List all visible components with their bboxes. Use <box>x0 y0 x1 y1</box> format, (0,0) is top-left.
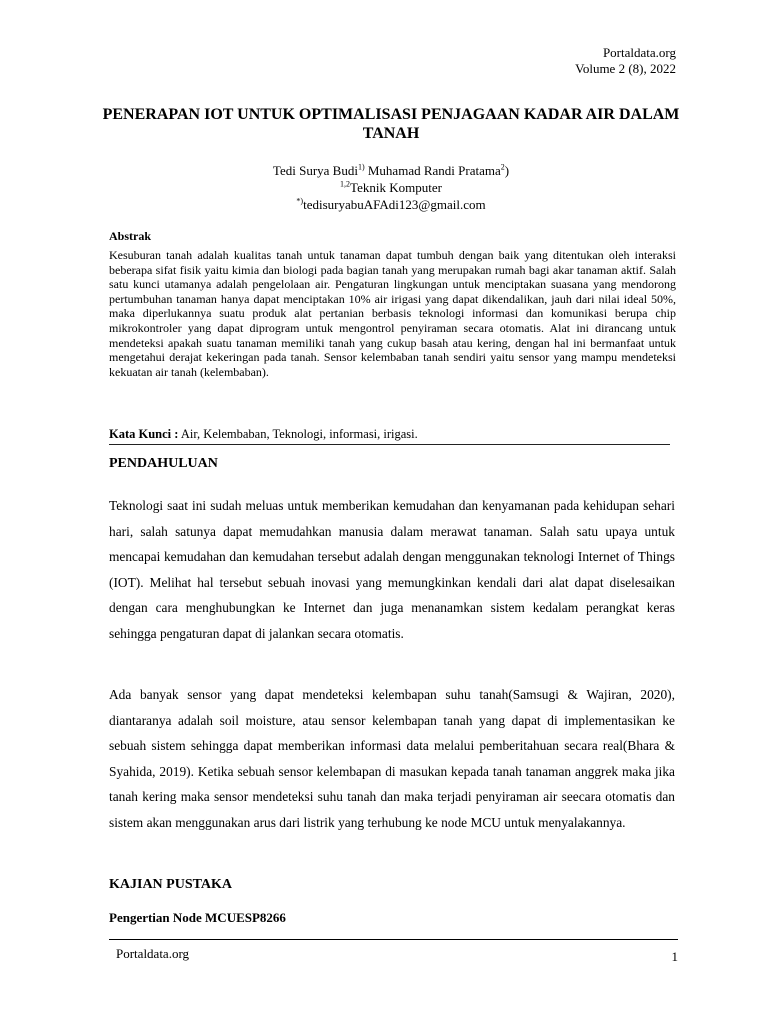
running-header <box>575 45 676 77</box>
journal-name: Portaldata.org <box>602 45 676 60</box>
paper-title: PENERAPAN IOT UNTUK OPTIMALISASI PENJAGAAN KADAR AIR DALAM TANAH <box>102 106 680 142</box>
author-2-mark: 2 <box>500 162 505 172</box>
subsection-heading-node-mcu: Pengertian Node MCUESP8266 <box>109 910 286 925</box>
page-number: 1 <box>671 949 678 964</box>
email-mark: *) <box>296 196 304 206</box>
abstract-text: Kesuburan tanah adalah kualitas tanah untuk tanaman dapat tumbuh dengan baik yang ditentukan oleh interaksi beberapa sifat fisik yaitu kimia dan biologi pada bagian tanah yang merupakan rumah bagi akar tanaman aktif. Salah satu kunci utamanya adalah pengelolaan air. Pengaturan lingkungan untuk menciptakan suasana yang mendorong pertumbuhan tanaman hanya dapat menciptakan 10% air irigasi yang dapat dikendalikan, jauh dari nilai ideal 50%, maka diperlukannya suatu produk alat pertanian berbasis teknologi informasi dan komunikasi berupa chip mikrokontroler yang dapat diprogram untuk mengontrol penyiraman secara otomatis. Alat ini dirancang untuk mendeteksi apakah suatu tanaman memiliki tanah yang cukup basah atau kering, dengan hal ini bermanfaat untuk mengetahui derajat kekeringan pada tanah. Sensor kelembaban tanah sendiri yaitu sensor yang mampu mendeteksi kekuatan air tanah (kelembaban). <box>109 248 676 379</box>
footer-divider <box>109 939 678 940</box>
author-line <box>100 162 682 180</box>
email-line <box>100 196 682 214</box>
author-1-name: Tedi Surya Budi <box>272 163 358 178</box>
keywords-divider <box>109 444 670 445</box>
author-2-close: ) <box>504 163 510 178</box>
keywords-value: Air, Kelembaban, Teknologi, informasi, irigasi. <box>178 427 418 441</box>
section-heading-pendahuluan: PENDAHULUAN <box>109 456 218 471</box>
volume-info: Volume 2 (8), 2022 <box>575 61 676 76</box>
author-block <box>100 162 682 214</box>
author-1-mark: 1) <box>357 162 365 172</box>
author-2-name: Muhamad Randi Pratama <box>367 163 501 178</box>
keywords-label: Kata Kunci : <box>109 427 179 441</box>
intro-paragraph-1: Teknologi saat ini sudah meluas untuk memberikan kemudahan dan kenyamanan pada kehidupan sehari hari, salah satunya dapat memudahkan manusia dalam merawat tanaman. Salah satu upaya untuk mencapai kemudahan dan kemudahan tersebut adalah dengan menggunakan teknologi Internet of Things (IOT). Melihat hal tersebut sebuah inovasi yang memungkinkan kendali dari alat dapat diselesaikan dengan cara menghubungkan ke Internet dan juga menanamkan sistem kedalam perangkat keras sehingga pengaturan dapat di jalankan secara otomatis. <box>109 498 675 641</box>
author-email: tedisuryabuAFAdi123@gmail.com <box>303 197 486 212</box>
affiliation-line <box>100 180 682 196</box>
affiliation: Teknik Komputer <box>350 180 442 195</box>
intro-paragraph-2: Ada banyak sensor yang dapat mendeteksi kelembapan suhu tanah(Samsugi & Wajiran, 2020), diantaranya adalah soil moisture, atau sensor kelembapan tanah yang dapat di implementasikan ke sebuah sistem sehingga dapat memberikan informasi data melalui pemberitahuan secara real(Bhara & Syahida, 2019). Ketika sebuah sensor kelembapan di masukan kepada tanah tanaman anggrek maka jika tanah kering maka sensor mendeteksi suhu tanah dan maka terjadi penyiraman air seecara otomatis dan sistem akan menggunakan arus dari listrik yang terhubung ke node MCU untuk menyalakannya. <box>109 687 675 830</box>
footer-journal: Portaldata.org <box>116 946 190 961</box>
affiliation-mark: 1,2 <box>340 179 351 189</box>
abstract-heading: Abstrak <box>109 229 152 243</box>
section-heading-kajian-pustaka: KAJIAN PUSTAKA <box>109 877 233 892</box>
keywords-line <box>109 427 418 442</box>
